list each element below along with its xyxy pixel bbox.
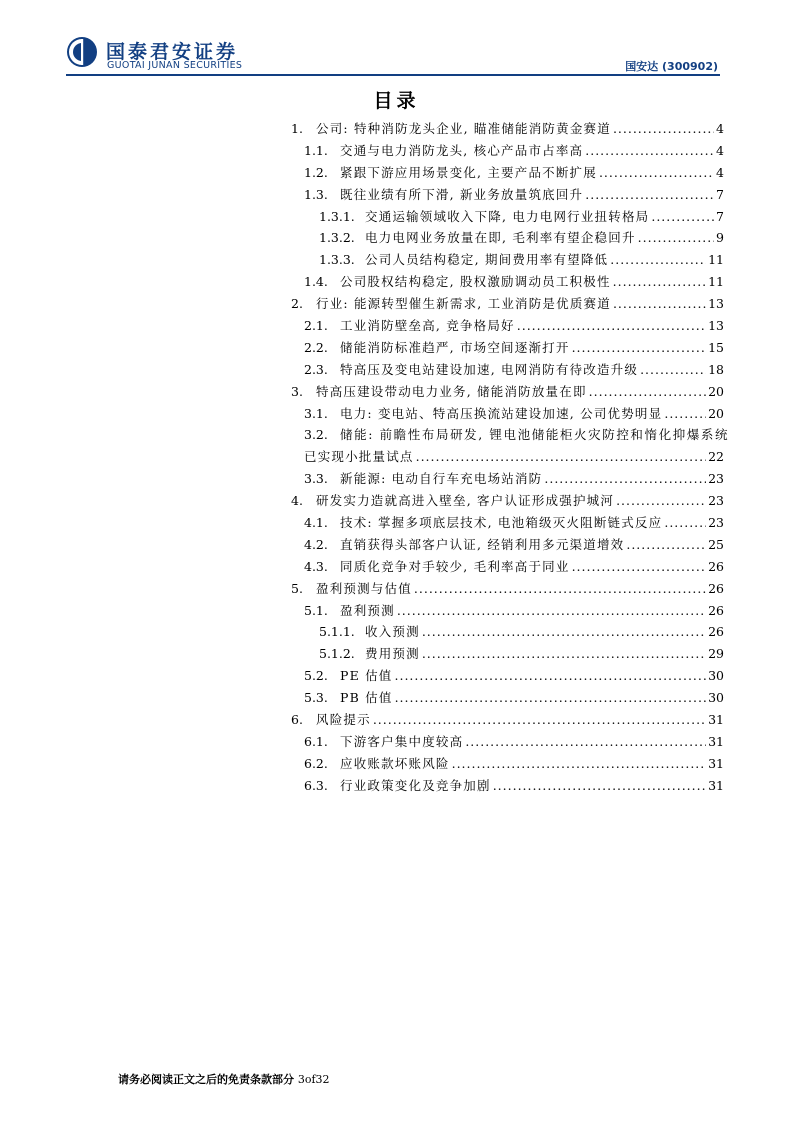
toc-leader-dots bbox=[395, 687, 707, 709]
toc-entry-title: 下游客户集中度较高 bbox=[340, 733, 464, 749]
toc-entry-page: 13 bbox=[708, 296, 724, 312]
toc-entry-title: 行业: 能源转型催生新需求, 工业消防是优质赛道 bbox=[316, 296, 611, 312]
toc-entry-title: 既往业绩有所下滑, 新业务放量筑底回升 bbox=[340, 186, 584, 202]
toc-entry-title: 电力电网业务放量在即, 毛利率有望企稳回升 bbox=[365, 230, 636, 246]
toc-entry-number: 5.2. bbox=[304, 668, 328, 684]
toc-entry-title: 储能: 前瞻性布局研发, 锂电池储能柜火灾防控和惰化抑爆系统 bbox=[340, 427, 730, 443]
toc-entry-number: 6.1. bbox=[304, 733, 328, 749]
toc-title: 目录 bbox=[373, 90, 420, 112]
toc-entry[interactable] bbox=[287, 140, 724, 162]
toc-entry-number: 5.1. bbox=[304, 602, 328, 618]
toc-entry-title: 新能源: 电动自行车充电场站消防 bbox=[340, 471, 543, 487]
toc-entry-number: 2.1. bbox=[304, 318, 328, 334]
toc-entry-number: 6. bbox=[291, 712, 303, 728]
toc-entry-number: 1.3. bbox=[304, 186, 328, 202]
toc-entry-page: 18 bbox=[708, 361, 724, 377]
toc-entry-title: 特高压建设带动电力业务, 储能消防放量在即 bbox=[316, 383, 587, 399]
toc-entry[interactable] bbox=[287, 687, 724, 709]
toc-entry-number: 1.3.3. bbox=[319, 252, 355, 268]
toc-entry-title: 研发实力造就高进入壁垒, 客户认证形成强护城河 bbox=[316, 493, 615, 509]
toc-entry-page: 26 bbox=[708, 558, 724, 574]
toc-entry-number: 1.2. bbox=[304, 164, 328, 180]
toc-entry[interactable] bbox=[287, 643, 724, 665]
toc-leader-dots bbox=[613, 271, 706, 293]
toc-leader-dots bbox=[373, 709, 706, 731]
toc-leader-dots bbox=[544, 468, 706, 490]
toc-entry-title-cont: 已实现小批量试点 bbox=[304, 449, 414, 465]
toc-entry-number: 1.1. bbox=[304, 142, 328, 158]
toc-entry-number: 1. bbox=[291, 121, 303, 136]
toc-entry-page: 26 bbox=[708, 602, 724, 618]
toc-entry[interactable] bbox=[287, 206, 724, 228]
toc-entry-page: 31 bbox=[708, 777, 724, 793]
toc-entry-title: 储能消防标准趋严, 市场空间逐渐打开 bbox=[340, 339, 570, 355]
toc-leader-dots bbox=[397, 600, 706, 622]
toc-entry-title: PB 估值 bbox=[340, 690, 393, 706]
toc-entry-page: 23 bbox=[708, 493, 724, 509]
toc-entry[interactable] bbox=[287, 337, 724, 359]
toc-leader-dots bbox=[493, 775, 706, 797]
toc-entry-number: 3.2. bbox=[304, 427, 328, 443]
toc-entry-title: 应收账款坏账风险 bbox=[340, 755, 450, 771]
toc-entry-page: 9 bbox=[716, 230, 724, 246]
toc-leader-dots bbox=[395, 665, 707, 687]
toc-leader-dots bbox=[613, 293, 706, 315]
toc-entry-number: 4.1. bbox=[304, 515, 328, 531]
toc-entry[interactable] bbox=[287, 556, 724, 578]
toc-entry-page: 25 bbox=[708, 536, 724, 552]
toc-leader-dots bbox=[422, 621, 706, 643]
toc-entry-number: 4.2. bbox=[304, 536, 328, 552]
toc-entry-title: 费用预测 bbox=[365, 646, 420, 662]
toc-entry-number: 5.1.2. bbox=[319, 646, 355, 662]
toc-entry[interactable] bbox=[287, 600, 724, 622]
toc-entry[interactable] bbox=[287, 709, 724, 731]
header-divider bbox=[66, 74, 720, 76]
toc-entry-title: 风险提示 bbox=[316, 712, 371, 728]
toc-entry-page: 7 bbox=[716, 186, 724, 202]
toc-entry[interactable] bbox=[287, 118, 724, 140]
brand-name-en: GUOTAI JUNAN SECURITIES bbox=[107, 60, 243, 71]
toc-leader-dots bbox=[465, 731, 706, 753]
toc-leader-dots bbox=[613, 118, 714, 140]
toc-entry-number: 6.2. bbox=[304, 755, 328, 771]
toc-entry-page: 15 bbox=[708, 339, 724, 355]
toc-entry-page: 31 bbox=[708, 755, 724, 771]
toc-leader-dots bbox=[416, 446, 706, 468]
toc-entry[interactable] bbox=[287, 293, 724, 315]
toc-entry[interactable] bbox=[287, 621, 724, 643]
toc-leader-dots bbox=[610, 249, 706, 271]
toc-entry-page: 31 bbox=[708, 733, 724, 749]
toc-entry-number: 5. bbox=[291, 580, 303, 596]
toc-entry-number: 1.4. bbox=[304, 274, 328, 290]
toc-entry-page: 11 bbox=[708, 274, 724, 290]
toc-entry-title: 公司: 特种消防龙头企业, 瞄准储能消防黄金赛道 bbox=[316, 121, 611, 136]
toc-entry-number: 2.2. bbox=[304, 339, 328, 355]
toc-entry[interactable] bbox=[287, 381, 724, 403]
toc-leader-dots bbox=[572, 556, 707, 578]
toc-entry-title: 收入预测 bbox=[365, 624, 420, 640]
toc-entry-page: 11 bbox=[708, 252, 724, 268]
toc-entry-page: 30 bbox=[708, 690, 724, 706]
toc-entry[interactable] bbox=[287, 775, 724, 797]
toc-entry-number: 3.3. bbox=[304, 471, 328, 487]
toc-leader-dots bbox=[517, 315, 706, 337]
toc-leader-dots bbox=[589, 381, 706, 403]
toc-entry-title: PE 估值 bbox=[340, 668, 393, 684]
toc-leader-dots bbox=[651, 206, 714, 228]
toc-entry-page: 30 bbox=[708, 668, 724, 684]
toc-entry[interactable] bbox=[287, 753, 724, 775]
table-of-contents bbox=[287, 118, 730, 797]
toc-entry-number: 1.3.1. bbox=[319, 208, 355, 224]
toc-entry[interactable] bbox=[287, 184, 724, 206]
toc-entry-page: 23 bbox=[708, 515, 724, 531]
toc-entry-title: 紧跟下游应用场景变化, 主要产品不断扩展 bbox=[340, 164, 597, 180]
toc-entry-title: 电力: 变电站、特高压换流站建设加速, 公司优势明显 bbox=[340, 405, 663, 421]
toc-entry-number: 3.1. bbox=[304, 405, 328, 421]
toc-entry[interactable] bbox=[287, 468, 724, 490]
toc-entry-number: 5.3. bbox=[304, 690, 328, 706]
page-header bbox=[0, 0, 793, 80]
toc-entry[interactable] bbox=[287, 578, 724, 600]
toc-entry-page: 13 bbox=[708, 318, 724, 334]
toc-entry[interactable] bbox=[287, 665, 724, 687]
toc-entry-number: 2. bbox=[291, 296, 303, 312]
toc-entry-title: 交通与电力消防龙头, 核心产品市占率高 bbox=[340, 142, 584, 158]
toc-entry-number: 6.3. bbox=[304, 777, 328, 793]
stock-label: 国安达 (300902) bbox=[625, 60, 718, 73]
toc-entry-number: 5.1.1. bbox=[319, 624, 355, 640]
toc-entry[interactable] bbox=[287, 315, 724, 337]
toc-entry-title: 行业政策变化及竞争加剧 bbox=[340, 777, 491, 793]
toc-entry-title: 直销获得头部客户认证, 经销利用多元渠道增效 bbox=[340, 536, 625, 552]
brand-name-cn: 国泰君安证券 bbox=[106, 41, 239, 63]
toc-entry-page: 20 bbox=[708, 383, 724, 399]
toc-leader-dots bbox=[638, 227, 714, 249]
toc-entry-number: 1.3.2. bbox=[319, 230, 355, 246]
toc-leader-dots bbox=[664, 403, 706, 425]
toc-leader-dots bbox=[664, 512, 706, 534]
toc-entry-title: 特高压及变电站建设加速, 电网消防有待改造升级 bbox=[340, 361, 639, 377]
toc-entry-page: 23 bbox=[708, 471, 724, 487]
toc-leader-dots bbox=[452, 753, 706, 775]
toc-entry-continuation[interactable] bbox=[287, 446, 724, 468]
toc-leader-dots bbox=[585, 184, 714, 206]
toc-entry-number: 2.3. bbox=[304, 361, 328, 377]
toc-entry-page: 4 bbox=[716, 142, 724, 158]
footer-disclaimer: 请务必阅读正文之后的免责条款部分 bbox=[118, 1073, 294, 1086]
toc-leader-dots bbox=[626, 534, 706, 556]
toc-entry-title: 同质化竞争对手较少, 毛利率高于同业 bbox=[340, 558, 570, 574]
toc-entry[interactable] bbox=[287, 227, 724, 249]
toc-leader-dots bbox=[640, 359, 706, 381]
toc-entry-number: 4. bbox=[291, 493, 303, 509]
toc-leader-dots bbox=[616, 490, 706, 512]
toc-entry-page: 4 bbox=[716, 121, 724, 136]
toc-entry-title: 公司股权结构稳定, 股权激励调动员工积极性 bbox=[340, 274, 611, 290]
toc-entry-page: 31 bbox=[708, 712, 724, 728]
toc-leader-dots bbox=[572, 337, 707, 359]
toc-entry[interactable] bbox=[287, 490, 724, 512]
toc-entry[interactable] bbox=[287, 359, 724, 381]
toc-entry[interactable] bbox=[287, 271, 724, 293]
toc-entry-title: 交通运输领域收入下降, 电力电网行业扭转格局 bbox=[365, 208, 650, 224]
toc-entry[interactable] bbox=[287, 403, 724, 425]
page-footer bbox=[118, 1071, 330, 1087]
toc-leader-dots bbox=[422, 643, 706, 665]
toc-entry-title: 技术: 掌握多项底层技术, 电池箱级灭火阻断链式反应 bbox=[340, 515, 663, 531]
toc-entry-number: 4.3. bbox=[304, 558, 328, 574]
toc-entry-number: 3. bbox=[291, 383, 303, 399]
toc-entry[interactable] bbox=[287, 249, 724, 271]
toc-entry-page: 4 bbox=[716, 164, 724, 180]
toc-entry-page: 20 bbox=[708, 405, 724, 421]
toc-entry-title: 公司人员结构稳定, 期间费用率有望降低 bbox=[365, 252, 609, 268]
toc-leader-dots bbox=[599, 162, 714, 184]
toc-entry-page: 26 bbox=[708, 624, 724, 640]
toc-entry-title: 盈利预测与估值 bbox=[316, 580, 412, 596]
toc-entry-title: 工业消防壁垒高, 竞争格局好 bbox=[340, 318, 515, 334]
toc-entry[interactable] bbox=[287, 534, 724, 556]
toc-leader-dots bbox=[414, 578, 706, 600]
toc-entry[interactable] bbox=[287, 424, 730, 446]
page-number: 3of32 bbox=[297, 1073, 330, 1086]
toc-leader-dots bbox=[585, 140, 714, 162]
toc-entry[interactable] bbox=[287, 512, 724, 534]
toc-entry[interactable] bbox=[287, 162, 724, 184]
toc-entry-page: 26 bbox=[708, 580, 724, 596]
toc-entry-title: 盈利预测 bbox=[340, 602, 395, 618]
guotai-junan-logo-icon bbox=[66, 36, 98, 68]
toc-entry-page: 29 bbox=[708, 646, 724, 662]
toc-entry-page: 7 bbox=[716, 208, 724, 224]
toc-entry[interactable] bbox=[287, 731, 724, 753]
toc-entry-page: 22 bbox=[708, 449, 724, 465]
